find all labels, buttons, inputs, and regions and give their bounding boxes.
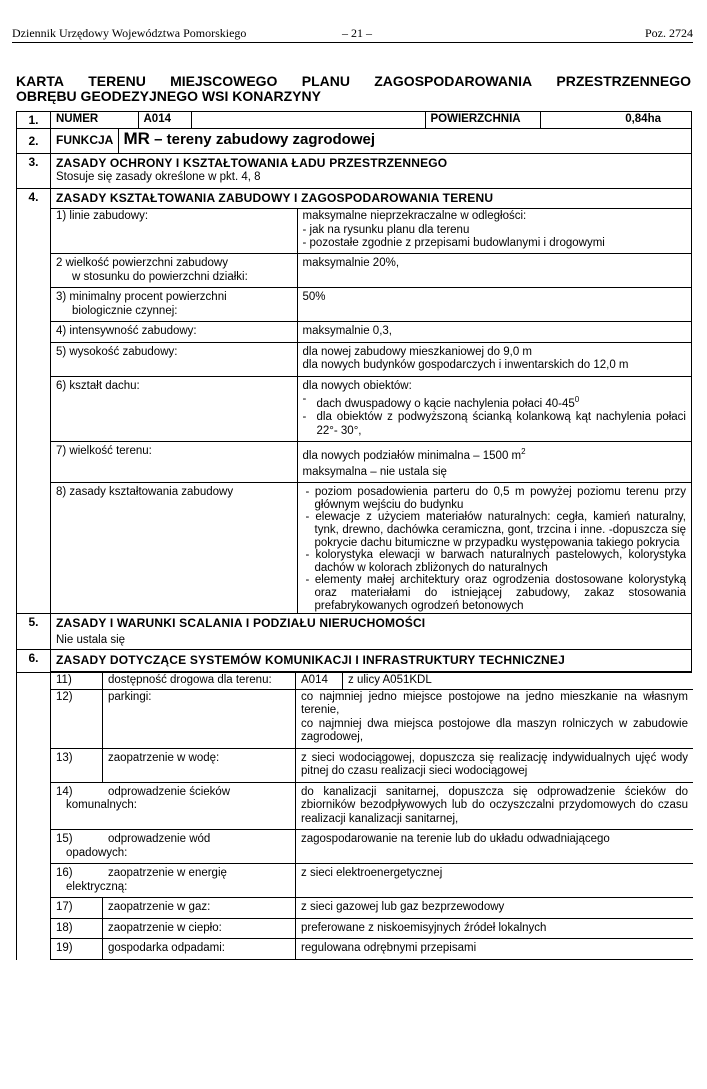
row-funkcja xyxy=(17,129,692,154)
rule-line: maksymalne nieprzekraczalne w odległości: xyxy=(302,210,527,222)
title-word: KARTA xyxy=(16,73,64,89)
row-scalanie-content xyxy=(51,614,692,650)
journal-name: Dziennik Urzędowy Województwa Pomorskiego xyxy=(12,26,247,40)
row-numer xyxy=(17,112,692,129)
section-text: Stosuje się zasady określone w pkt. 4, 8 xyxy=(56,171,261,183)
rule-line xyxy=(303,393,687,411)
infra-number: 12) xyxy=(51,689,103,748)
title-word: PLANU xyxy=(301,73,350,89)
row-zasady-zabudowy xyxy=(17,189,692,614)
rule-value xyxy=(297,376,691,442)
infrastructure-table xyxy=(50,673,693,960)
rule-line: - jak na rysunku planu dla terenu xyxy=(302,223,470,236)
rule-bullet: - elewacje z użyciem materiałów naturalnych: cegła, kamień naturalny, tynk, drewno, dachówka ceramiczna, gont, trzcina i inne. -dopuszcza się pokrycie dachu bitumiczne w przypadku występowania takiego pokrycia xyxy=(305,511,686,549)
rule-text xyxy=(317,393,580,411)
row-number: 1. xyxy=(17,112,51,129)
infra-line: co najmniej jedno miejsce postojowe na jedno mieszkanie na własnym terenie, xyxy=(301,690,688,717)
infra-value: zagospodarowanie na terenie lub do układu odwadniającego xyxy=(296,830,694,864)
infra-label-line: odprowadzenie ścieków xyxy=(108,785,231,798)
rule-line: dla nowych obiektów: xyxy=(302,379,412,392)
rule-line: dla nowej zabudowy mieszkaniowej do 9,0 m xyxy=(302,345,532,358)
terrain-card-table xyxy=(16,111,692,960)
rule-value: 50% xyxy=(297,288,691,322)
infra-value: z sieci elektroenergetycznej xyxy=(296,864,694,898)
document-title xyxy=(16,74,691,104)
numer-label: NUMER xyxy=(51,112,138,128)
title-word: MIEJSCOWEGO xyxy=(170,73,278,89)
rule-line: - pozostałe zgodnie z przepisami budowlanymi i drogowymi xyxy=(302,237,605,249)
infra-number: 17) xyxy=(51,898,103,919)
infra-number: 19) xyxy=(51,939,103,960)
function-value xyxy=(118,129,691,153)
infra-label-line: zaopatrzenie w energię xyxy=(108,867,227,880)
rule-label xyxy=(51,254,297,288)
funkcja-table xyxy=(51,129,691,153)
rule-bullet: - kolorystyka elewacji w barwach naturalnych pastelowych, kolorystyka dachów w kolorach zbliżonych do naturalnych xyxy=(305,549,686,574)
infra-row xyxy=(51,748,694,782)
infra-number: 16) xyxy=(56,867,73,880)
rule-text-part: dach dwuspadowy o kącie nachylenia połaci 40-45 xyxy=(316,397,575,410)
area-label: POWIERZCHNIA xyxy=(425,112,540,128)
rule-value xyxy=(297,483,691,613)
infra-number: 15) xyxy=(56,833,73,846)
area-unit-sup: 2 xyxy=(521,447,526,457)
page-header xyxy=(12,26,693,43)
rule-row xyxy=(51,209,691,254)
title-line-1 xyxy=(16,74,691,89)
infra-value: z sieci gazowej lub gaz bezprzewodowy xyxy=(296,898,694,919)
rule-label: 1) linie zabudowy: xyxy=(51,209,297,254)
rule-value xyxy=(297,442,691,483)
infra-label: zaopatrzenie w wodę: xyxy=(103,748,296,782)
position-number: Poz. 2724 xyxy=(645,26,693,40)
row-numer-content xyxy=(51,112,692,129)
infra-label: zaopatrzenie w gaz: xyxy=(103,898,296,919)
row-funkcja-content xyxy=(51,129,692,154)
rule-label-line: 3) minimalny procent powierzchni xyxy=(56,291,227,303)
infra-row xyxy=(51,918,694,939)
road-code: A014 xyxy=(296,673,343,689)
infra-label: parkingi: xyxy=(103,689,296,748)
numer-table xyxy=(51,112,691,128)
row-number: 2. xyxy=(17,129,51,154)
function-name: – tereny zabudowy zagrodowej xyxy=(149,131,375,148)
rule-bullet: - elementy małej architektury oraz ogrodzenia dostosowane kolorystyką oraz materiałami do istniejącej zabudowy, zakaz stosowania prefabrykowanych ogrodzeń betonowych xyxy=(305,574,686,612)
infra-row xyxy=(51,830,694,864)
function-label: FUNKCJA xyxy=(51,129,118,153)
degree-sup: 0 xyxy=(574,395,580,404)
rule-line xyxy=(303,411,687,438)
infra-row xyxy=(51,673,694,689)
rule-row xyxy=(51,254,691,288)
title-word: PRZESTRZENNEGO xyxy=(556,73,691,89)
area-value: 0,84ha xyxy=(540,112,691,128)
infra-line: co najmniej dwa miejsca postojowe dla maszyn rolniczych w zabudowie zagrodowej, xyxy=(301,717,688,744)
row-scalanie xyxy=(17,614,692,650)
rule-value: maksymalnie 20%, xyxy=(297,254,691,288)
rule-bullet: - poziom posadowienia parteru do 0,5 m powyżej poziomu terenu przy głównym wejściu do budynku xyxy=(305,486,686,511)
row-number: 6. xyxy=(17,650,51,673)
rule-label-line: biologicznie czynnej: xyxy=(72,304,178,317)
row-number: 5. xyxy=(17,614,51,650)
section-title: ZASADY DOTYCZĄCE SYSTEMÓW KOMUNIKACJI I INFRASTRUKTURY TECHNICZNEJ xyxy=(51,650,691,672)
rule-label: 7) wielkość terenu: xyxy=(51,442,297,483)
page-number: – 21 – xyxy=(342,26,372,40)
infra-number: 13) xyxy=(51,748,103,782)
section-text: Nie ustala się xyxy=(56,634,126,647)
infra-value: z sieci wodociągowej, dopuszcza się realizację indywidualnych ujęć wody pitnej do czasu realizacji sieci wodociągowej xyxy=(296,748,694,782)
section-title: ZASADY OCHRONY I KSZTAŁTOWANIA ŁADU PRZESTRZENNEGO xyxy=(56,156,448,170)
infra-label: zaopatrzenie w ciepło: xyxy=(103,918,296,939)
infra-label-line: odprowadzenie wód xyxy=(108,833,211,846)
infra-row xyxy=(51,898,694,919)
rule-text-part: dla nowych podziałów minimalna – 1500 m xyxy=(302,450,522,463)
infra-label: gospodarka odpadami: xyxy=(103,939,296,960)
infra-label xyxy=(51,782,296,830)
rule-row xyxy=(51,288,691,322)
infra-value: preferowane z niskoemisyjnych źródeł lokalnych xyxy=(296,918,694,939)
row-zasady-zabudowy-content xyxy=(51,189,692,614)
infra-value: do kanalizacji sanitarnej, dopuszcza się odprowadzenie ścieków do zbiorników bezodpływowych lub do oczyszczalni przydomowych do czasu realizacji kanalizacji sanitarnej, xyxy=(296,782,694,830)
rule-value: maksymalnie 0,3, xyxy=(297,322,691,343)
rule-label: 5) wysokość zabudowy: xyxy=(51,342,297,376)
dash-marker: - xyxy=(302,393,307,405)
rule-line xyxy=(303,445,687,463)
infra-label-line: opadowych: xyxy=(66,846,128,859)
infra-row xyxy=(51,864,694,898)
infra-row xyxy=(51,939,694,960)
rule-row xyxy=(51,376,691,442)
infra-label: dostępność drogowa dla terenu: xyxy=(103,673,296,689)
row-number: 3. xyxy=(17,154,51,189)
infra-label-line: komunalnych: xyxy=(66,799,137,812)
rule-text: dla obiektów z podwyższoną ścianką kolankową kąt nachylenia połaci 22°- 30°, xyxy=(316,411,686,437)
numer-empty xyxy=(191,112,425,128)
numer-value: A014 xyxy=(138,112,191,128)
row-zasady-ochrony xyxy=(17,154,692,189)
rule-label-line: w stosunku do powierzchni działki: xyxy=(72,270,248,283)
infra-number: 11) xyxy=(51,673,103,689)
row-infrastruktura xyxy=(17,650,692,673)
rule-value xyxy=(297,209,691,254)
section-title: ZASADY I WARUNKI SCALANIA I PODZIAŁU NIERUCHOMOŚCI xyxy=(56,616,426,631)
row-zasady-ochrony-content xyxy=(51,154,692,189)
rule-row xyxy=(51,342,691,376)
rule-label-line: 2 wielkość powierzchni zabudowy xyxy=(56,257,228,269)
infra-label xyxy=(51,830,296,864)
title-word: ZAGOSPODAROWANIA xyxy=(374,73,533,89)
title-word: TERENU xyxy=(88,73,146,89)
rule-value xyxy=(297,342,691,376)
row-infrastruktura-content xyxy=(51,650,692,673)
title-line-2: OBRĘBU GEODEZYJNEGO WSI KONARZYNY xyxy=(16,88,321,104)
rule-line: dla nowych budynków gospodarczych i inwentarskich do 12,0 m xyxy=(302,359,629,371)
infra-row xyxy=(51,689,694,748)
rule-label: 6) kształt dachu: xyxy=(51,376,297,442)
function-code: MR xyxy=(123,129,150,148)
rule-line: maksymalna – nie ustala się xyxy=(302,465,447,478)
rule-label xyxy=(51,288,297,322)
infra-value: regulowana odrębnymi przepisami xyxy=(296,939,694,960)
infra-value xyxy=(296,689,694,748)
road-access: z ulicy A051KDL xyxy=(343,673,694,689)
rule-label: 4) intensywność zabudowy: xyxy=(51,322,297,343)
building-rules-table xyxy=(51,209,691,613)
rule-row xyxy=(51,483,691,613)
infra-label-line: elektryczną: xyxy=(66,880,128,893)
infra-row xyxy=(51,782,694,830)
rule-row xyxy=(51,442,691,483)
row-number: 4. xyxy=(17,189,51,614)
section-title: ZASADY KSZTAŁTOWANIA ZABUDOWY I ZAGOSPODAROWANIA TERENU xyxy=(51,189,691,209)
infrastructure-items-cell xyxy=(17,673,692,960)
row-infrastruktura-items xyxy=(17,673,692,960)
infra-number: 14) xyxy=(56,785,73,798)
dash-marker: - xyxy=(302,411,307,424)
rule-row xyxy=(51,322,691,343)
infra-label xyxy=(51,864,296,898)
rule-label: 8) zasady kształtowania zabudowy xyxy=(51,483,297,613)
infra-number: 18) xyxy=(51,918,103,939)
